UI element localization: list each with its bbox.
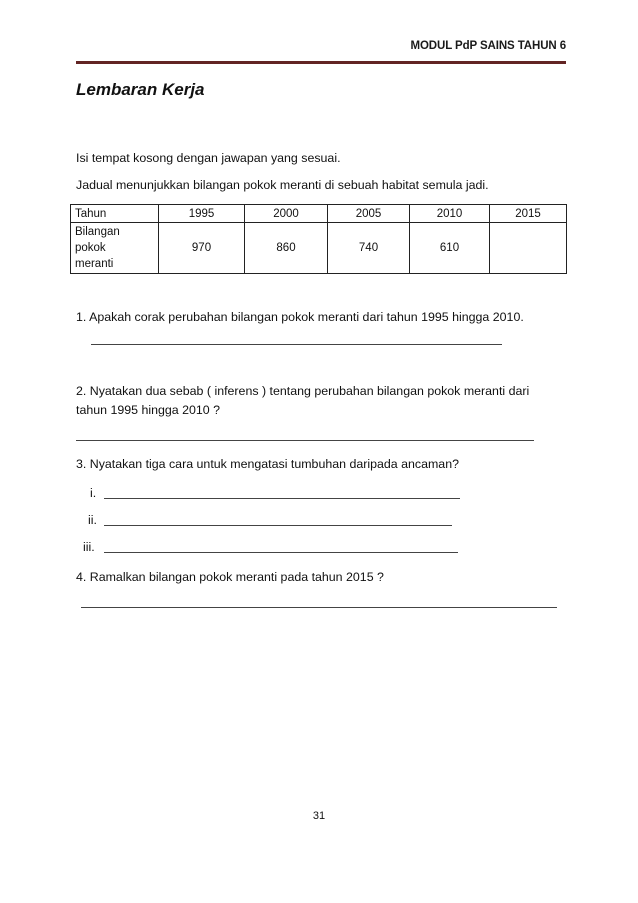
year-cell: 2015 (490, 205, 567, 223)
answer-line-q3-iii[interactable] (104, 552, 458, 553)
page-number: 31 (312, 810, 326, 822)
table-header-row (71, 205, 567, 223)
year-cell: 2010 (410, 205, 490, 223)
value-cell-blank[interactable] (490, 223, 567, 274)
year-cell: 1995 (159, 205, 245, 223)
question-2: 2. Nyatakan dua sebab ( inferens ) tentang perubahan bilangan pokok meranti dari (76, 384, 530, 398)
year-cell: 2000 (245, 205, 328, 223)
table-row-label (71, 223, 159, 274)
page-title: Lembaran Kerja (76, 80, 205, 99)
value-cell: 860 (245, 223, 328, 274)
question-4: 4. Ramalkan bilangan pokok meranti pada tahun 2015 ? (76, 570, 384, 584)
table-description: Jadual menunjukkan bilangan pokok meranti di sebuah habitat semula jadi. (76, 178, 489, 192)
question-3: 3. Nyatakan tiga cara untuk mengatasi tumbuhan daripada ancaman? (76, 457, 459, 471)
row-label-line: meranti (75, 258, 114, 270)
answer-line-q3-i[interactable] (104, 498, 460, 499)
meranti-tree-table (70, 204, 567, 274)
year-cell: 2005 (328, 205, 410, 223)
question-1: 1. Apakah corak perubahan bilangan pokok meranti dari tahun 1995 hingga 2010. (76, 310, 524, 324)
value-cell: 740 (328, 223, 410, 274)
q3-item-label: iii. (83, 540, 95, 554)
table-header-year-label: Tahun (71, 205, 159, 223)
value-cell: 610 (410, 223, 490, 274)
q3-item-label: ii. (88, 513, 97, 527)
answer-line-q2[interactable] (76, 440, 534, 441)
q3-item-label: i. (90, 486, 97, 500)
answer-line-q1[interactable] (91, 344, 502, 345)
answer-line-q4[interactable] (81, 607, 557, 608)
row-label-line: pokok (75, 242, 106, 254)
question-2-continued: tahun 1995 hingga 2010 ? (76, 403, 221, 417)
instruction-text: Isi tempat kosong dengan jawapan yang sesuai. (76, 151, 341, 165)
answer-line-q3-ii[interactable] (104, 525, 452, 526)
value-cell: 970 (159, 223, 245, 274)
row-label-line: Bilangan (75, 226, 120, 238)
table-value-row (71, 223, 567, 274)
header-rule (76, 61, 566, 64)
module-header-title: MODUL PdP SAINS TAHUN 6 (410, 40, 566, 52)
